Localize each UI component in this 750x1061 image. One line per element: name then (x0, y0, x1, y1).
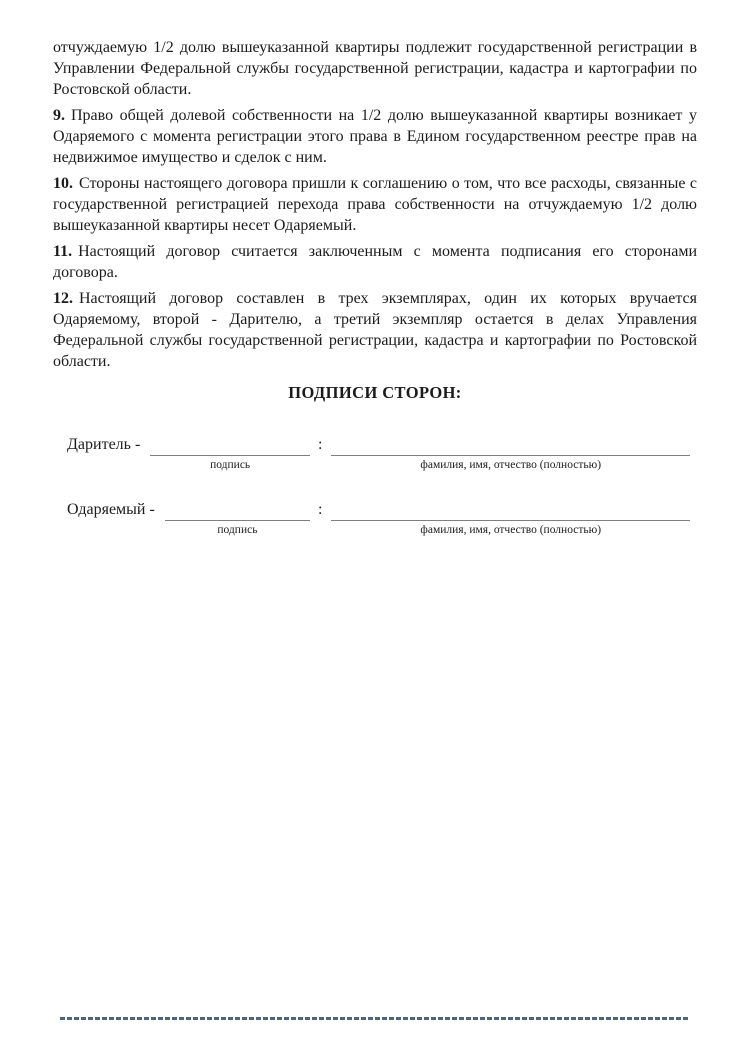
donee-signature-blank-line (165, 500, 310, 521)
donor-signature-caption: подпись (210, 459, 251, 471)
clause-12 (53, 288, 697, 372)
clause-12-number: 12. (53, 290, 73, 307)
clause-10-number: 10. (53, 175, 73, 192)
clause-text: отчуждаемую 1/2 долю вышеуказанной квартиры подлежит государственной регистрации в Управлении Федеральной службы государственной регистрации, кадастра и картографии по Ростовской области. (53, 39, 697, 98)
clause-11-number: 11. (53, 243, 73, 260)
donee-left-group (67, 500, 310, 537)
donee-signature-caption: подпись (217, 524, 258, 536)
donor-colon-separator: : (318, 436, 323, 453)
donor-fullname-field (331, 435, 690, 472)
signatures-heading: ПОДПИСИ СТОРОН: (288, 383, 462, 402)
donor-fullname-blank-line (331, 435, 690, 456)
signature-row-donee (53, 500, 697, 537)
donee-signature-field (165, 500, 310, 537)
clause-9-text: Право общей долевой собственности на 1/2 долю вышеуказанной квартиры возникает у Одаряемого с момента регистрации этого права в Едином государственном реестре прав на недвижимое имущество и сделок с ним. (53, 107, 697, 166)
signature-row-donor (53, 435, 697, 472)
clause-11 (53, 241, 697, 283)
clause-9 (53, 105, 697, 168)
donee-fullname-blank-line (331, 500, 690, 521)
donor-party-label: Даритель - (67, 436, 141, 453)
page-break-dashed-divider (60, 1017, 688, 1020)
donor-signature-field (150, 435, 310, 472)
clause-10-text: Стороны настоящего договора пришли к соглашению о том, что все расходы, связанные с государственной регистрацией перехода права собственности на отчуждаемую 1/2 долю вышеуказанной квартиры несет Одаряемый. (53, 175, 697, 234)
donee-party-label: Одаряемый - (67, 501, 155, 518)
clause-continuation (53, 37, 697, 100)
donee-fullname-caption: фамилия, имя, отчество (полностью) (420, 524, 602, 536)
donor-fullname-caption: фамилия, имя, отчество (полностью) (420, 459, 602, 471)
donor-signature-blank-line (150, 435, 310, 456)
donor-left-group (67, 435, 310, 472)
clause-9-number: 9. (53, 107, 65, 124)
clause-12-text: Настоящий договор составлен в трех экземплярах, один их которых вручается Одаряемому, второй - Дарителю, а третий экземпляр остается в делах Управления Федеральной службы государственной регистрации, кадастра и картографии по Ростовской области. (53, 290, 697, 370)
donee-fullname-field (331, 500, 690, 537)
donee-colon-separator: : (318, 501, 323, 518)
clause-10 (53, 173, 697, 236)
clause-11-text: Настоящий договор считается заключенным с момента подписания его сторонами договора. (53, 243, 697, 281)
